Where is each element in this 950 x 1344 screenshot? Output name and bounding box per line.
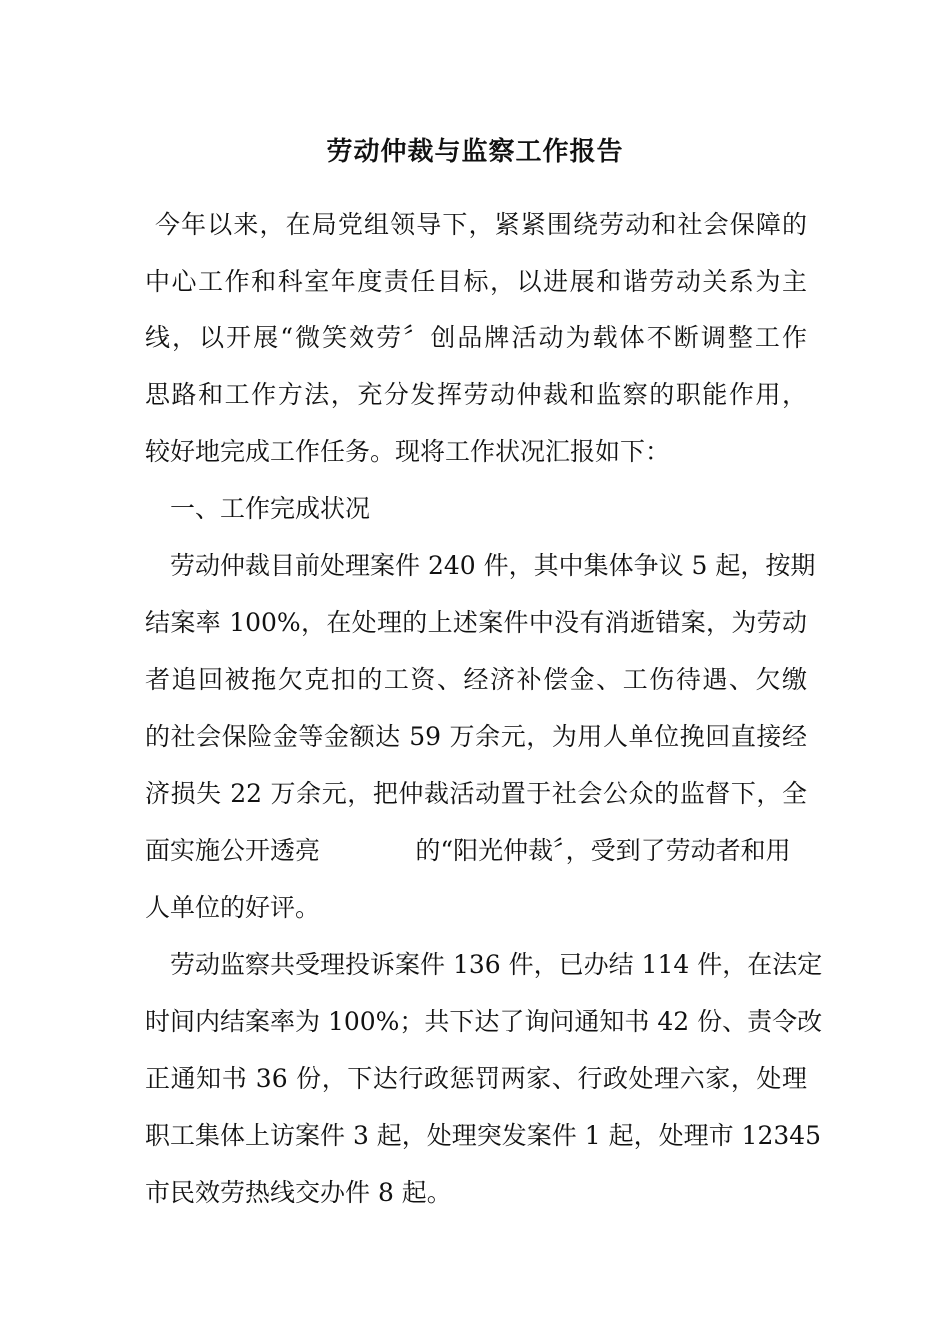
paragraph2-line: 劳动仲裁目前处理案件 240 件，其中集体争议 5 起，按期	[170, 551, 816, 580]
paragraph2-line: 者追回被拖欠克扣的工资、经济补偿金、工伤待遇、欠缴	[145, 665, 807, 694]
paragraph2-line: 面实施公开透亮 的“阳光仲裁〞，受到了劳动者和用	[145, 836, 791, 865]
paragraph3-line: 时间内结案率为 100%；共下达了询问通知书 42 份、责令改	[145, 1007, 823, 1036]
paragraph1-line: 今年以来，在局党组领导下，紧紧围绕劳动和社会保障的	[155, 210, 807, 239]
paragraph1-line: 线，以开展“微笑效劳〞创品牌活动为载体不断调整工作	[145, 323, 807, 352]
paragraph3-line: 正通知书 36 份，下达行政惩罚两家、行政处理六家，处理	[145, 1064, 807, 1093]
paragraph2-line: 人单位的好评。	[145, 893, 321, 922]
paragraph2-line: 的社会保险金等金额达 59 万余元，为用人单位挽回直接经	[145, 722, 807, 751]
paragraph2-line: 结案率 100%，在处理的上述案件中没有消逝错案，为劳动	[145, 608, 807, 637]
paragraph3-line: 劳动监察共受理投诉案件 136 件，已办结 114 件，在法定	[170, 950, 823, 979]
document-title: 劳动仲裁与监察工作报告	[326, 137, 624, 167]
paragraph3-line: 职工集体上访案件 3 起，处理突发案件 1 起，处理市 12345	[145, 1121, 822, 1150]
paragraph1-line: 思路和工作方法，充分发挥劳动仲裁和监察的职能作用，	[145, 380, 807, 409]
paragraph1-line: 较好地完成工作任务。现将工作状况汇报如下：	[145, 437, 671, 466]
paragraph3-line: 市民效劳热线交办件 8 起。	[145, 1178, 452, 1207]
paragraph1-line: 中心工作和科室年度责任目标，以进展和谐劳动关系为主	[145, 267, 807, 296]
section-heading: 一、工作完成状况	[170, 494, 371, 523]
paragraph2-line: 济损失 22 万余元，把仲裁活动置于社会公众的监督下，全	[145, 779, 807, 808]
